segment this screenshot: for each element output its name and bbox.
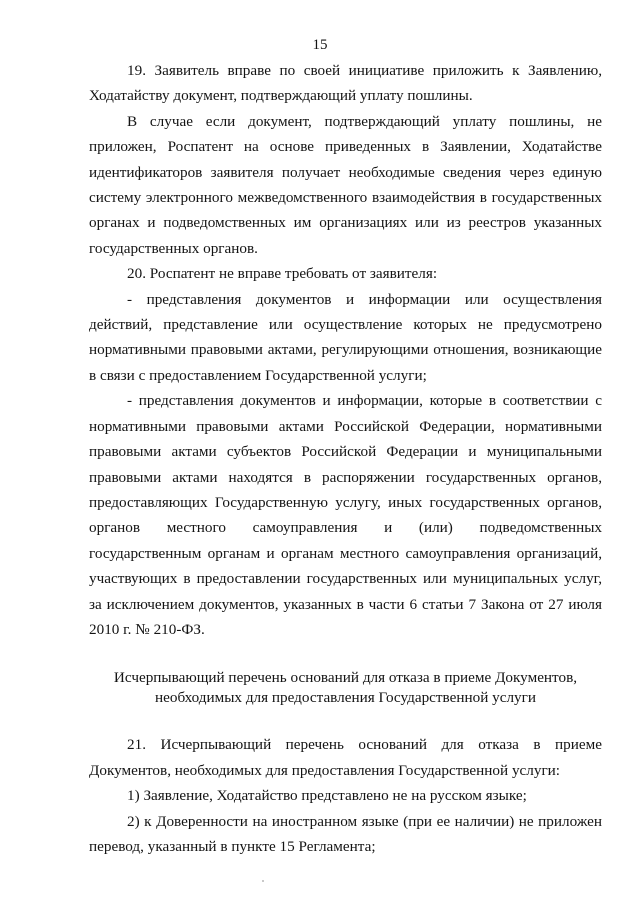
paragraph-20: 20. Роспатент не вправе требовать от заявителя: (127, 265, 438, 283)
list-item-2: 2) к Доверенности на иностранном языке (при ее наличии) не приложен перевод, указанный в пункте 15 Регламента; (89, 812, 602, 855)
paragraph-19: 19. Заявитель вправе по своей инициативе приложить к Заявлению, Ходатайству документ, подтверждающий уплату пошлины. (89, 62, 602, 105)
paragraph-21: 21. Исчерпывающий перечень оснований для отказа в приеме Документов, необходимых для предоставления Государственной услуги: (89, 736, 602, 779)
section-heading (89, 668, 602, 708)
section-heading-line-1: Исчерпывающий перечень оснований для отказа в приеме Документов, (113, 669, 578, 687)
section-heading-line-2: необходимых для предоставления Государственной услуги (154, 689, 537, 707)
scan-speck (262, 880, 264, 882)
list-item-documents: - представления документов и информации, которые в соответствии с нормативными правовыми актами Российской Федерации, нормативными правовыми актами субъектов Российской Федерации и муниципальными правовыми актами находятся в распоряжении государственных органов, предоставляющих Государственную услугу, иных государственных органов, органов местного самоуправления и (или) подведомственных государственным органам и органам местного самоуправления организаций, участвующих в предоставлении государственных или муниципальных услуг, за исключением документов, указанных в части 6 статьи 7 Закона от 27 июля 2010 г. № 210-ФЗ. (89, 392, 602, 638)
paragraph-fee-document: В случае если документ, подтверждающий уплату пошлины, не приложен, Роспатент на основе приведенных в Заявлении, Ходатайстве идентификаторов заявителя получает необходимые сведения через единую систему электронного межведомственного взаимодействия в государственных органах и подведомственных им организациях или из реестров указанных государственных органов. (89, 112, 602, 257)
list-item-1: 1) Заявление, Ходатайство представлено не на русском языке; (127, 787, 527, 805)
document-body (89, 58, 602, 859)
list-item-actions: - представления документов и информации или осуществления действий, представление или осуществление которых не предусмотрено нормативными правовыми актами, регулирующими отношения, возникающие в связи с предоставлением Государственной услуги; (89, 290, 602, 384)
page-number: 15 (312, 37, 328, 53)
